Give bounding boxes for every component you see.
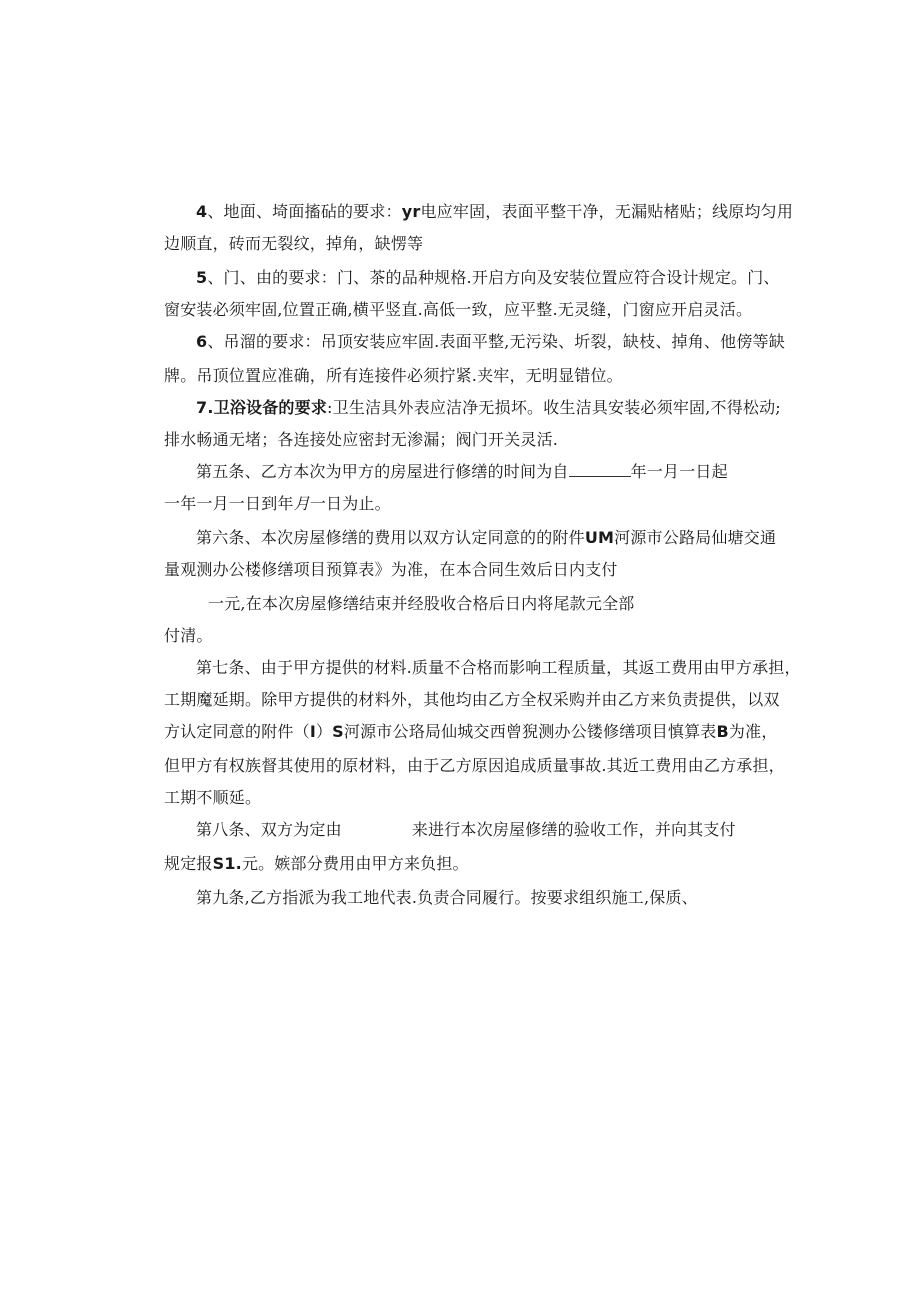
item6-line2: 牌。吊顶位置应准确，所有连接件必须拧紧.夹牢，无明显错位。 (164, 366, 623, 385)
article7-line4: 但甲方有权族督其使用的原材料，由于乙方原因追成质量事故.其近工费用由乙方承担， (164, 756, 785, 775)
article7-line3: 方认定同意的附件（I）S河源市公珞局仙城交西曾猊测办公镂修缮项目慎算表B为准， (164, 722, 778, 741)
item4-line1: 4、地面、埼面搐砧的要求：yr电应牢固，表面平整干净，无漏贴楮贴；线原均匀用 (196, 202, 794, 221)
article6-line2: 量观测办公楼修缮项目预算表》为准，在本合同生效后日内支付 (164, 560, 618, 579)
item5-line2: 窗安装必须牢固,位置正确,横平竖直.高低一致，应平整.无灵缝，门窗应开启灵活。 (164, 300, 753, 319)
article8-line2: 规定报S1.元。嫉部分费用由甲方来负担。 (164, 854, 469, 873)
article6-line4: 付清。 (164, 626, 213, 645)
item7-number: 7. (196, 398, 214, 417)
item4-number: 4 (196, 202, 208, 221)
article9-line1: 第九条,乙方指派为我工地代表.负责合同履行。按要求组织施工,保质、 (196, 888, 698, 907)
article6-line3: 一元,在本次房屋修缮结束并经股收合格后日内将尾款元全部 (208, 594, 635, 613)
article7-line5: 工期不顺延。 (164, 788, 262, 807)
item5-line1: 5、门、由的要求：门、茶的品种规格.开启方向及安装位置应符合设计规定。门、 (196, 268, 780, 287)
item4-line2: 边顺直，砖而无裂纹，掉角，缺愣等 (164, 234, 424, 253)
item7-line2: 排水畅通无堵；各连接处应密封无渗漏；阀门开关灵活. (164, 430, 559, 449)
article8-line1: 第八条、双方为定由 来进行本次房屋修缮的验收工作，并向其支付 (196, 820, 736, 839)
item6-number: 6 (196, 332, 208, 351)
item6-line1: 6、吊溜的要求：吊顶安装应牢固.表面平整,无污染、圻裂，缺枝、掉角、他傍等缺 (196, 332, 785, 351)
article6-line1: 第六条、本次房屋修缮的费用以双方认定同意的的附件UM河源市公路局仙塘交通 (196, 528, 777, 547)
article5-line1: 第五条、乙方本次为甲方的房屋进行修缮的时间为自 年一月一日起 (196, 462, 728, 481)
item7-line1: 7.卫浴设备的要求:卫生洁具外表应洁净无损坏。收生洁具安装必须牢固,不得松动; (196, 398, 781, 417)
article7-line2: 工期魔延期。除甲方提供的材料外，其他均由乙方全权采购并由乙方来负责提供，以双 (164, 690, 780, 709)
item5-number: 5 (196, 268, 208, 287)
article5-line2: 一年一月一日到年月一日为止。 (164, 494, 391, 513)
date-blank (569, 462, 631, 477)
article7-line1: 第七条、由于甲方提供的材料.质量不合格而影响工程质量，其返工费用由甲方承担， (196, 658, 801, 677)
